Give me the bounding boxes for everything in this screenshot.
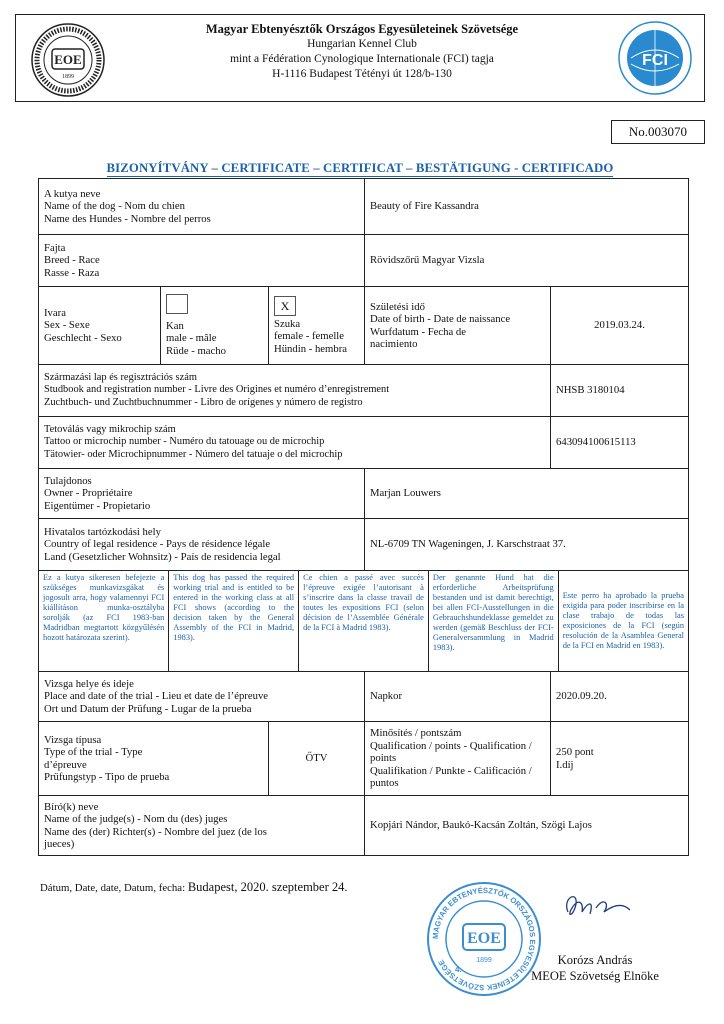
tattoo-value: 643094100615113	[551, 417, 689, 469]
svg-text:EOE: EOE	[467, 930, 501, 947]
tattoo-label: Tetoválás vagy mikrochip szám Tattoo or microchip number - Numéro du tatouage ou de microchip Tätowier- oder Microchipnummer - Número del tatuaje o del microchip	[39, 417, 551, 469]
trial-date-value: 2020.09.20.	[551, 672, 689, 722]
dob-label: Születési idő Date of birth - Date de naissance Wurfdatum - Fecha de nacimiento	[365, 287, 551, 365]
row-statements	[39, 571, 689, 672]
trial-place-label: Vizsga helye és ideje Place and date of the trial - Lieu et date de l’épreuve Ort und Datum der Prüfung - Lugar de la prueba	[39, 672, 365, 722]
meoe-logo-icon	[30, 22, 106, 98]
sex-label: Ivara Sex - Sexe Geschlecht - Sexo	[39, 287, 161, 365]
statement-fr: Ce chien a passé avec succès l’épreuve exigée l’autorisant à s’inscrire dans la classe travail de toutes les expositions FCI (selon décision de l’Assemblée Générale de la FCI à Madrid 1983).	[299, 571, 429, 671]
org-line2: Hungarian Kennel Club	[307, 38, 417, 50]
row-sex	[39, 287, 689, 365]
statement-en: This dog has passed the required working trial and is entitled to be entered in the working class at all FCI shows (according to the decision taken by the General Assembly of the FCI in Madrid, 1983).	[169, 571, 299, 671]
row-residence	[39, 519, 689, 571]
judges-value: Kopjári Nándor, Baukó-Kacsán Zoltán, Szögi Lajos	[365, 796, 689, 856]
org-name: Magyar Ebtenyésztők Országos Egyesületeinek Szövetsége	[205, 22, 519, 36]
statement-de: Der genannte Hund hat die erforderliche Arbeitsprüfung bestanden und ist damit berechtigt, bei allen FCI-Ausstellungen in die Gebrauchshundeklasse gemeldet zu werden (gemäß Beschluss der FCI-Generalversammlung in Madrid 1983).	[428, 571, 558, 671]
sex-male-cell: Kan male - mâle Rüde - macho	[161, 287, 269, 365]
svg-text:1899: 1899	[476, 957, 492, 964]
row-trial-type	[39, 722, 689, 796]
signature-icon	[560, 888, 640, 928]
trial-place-value: Napkor	[365, 672, 551, 722]
svg-text:EOE: EOE	[54, 52, 82, 67]
row-trial-place	[39, 672, 689, 722]
signer-name: Korózs András	[557, 953, 633, 967]
qualification-value	[551, 722, 689, 796]
male-checkbox	[166, 294, 188, 314]
qualification-label: Minősítés / pontszám Qualification / points - Qualification / points Qualifikation / Punkte - Calificación / puntos	[365, 722, 551, 796]
row-dog-name	[39, 179, 689, 235]
certificate-title: BIZONYÍTVÁNY – CERTIFICATE – CERTIFICAT – BESTÄTIGUNG - CERTIFICADO	[106, 161, 614, 175]
female-checkbox: X	[274, 296, 296, 316]
breed-label: Fajta Breed - Race Rasse - Raza	[39, 235, 365, 287]
svg-text:FCI: FCI	[642, 52, 668, 69]
row-judges	[39, 796, 689, 856]
row-owner	[39, 469, 689, 519]
document-number: No.003070	[611, 120, 705, 144]
judges-label: Bíró(k) neve Name of the judge(s) - Nom du (des) juges Name des (der) Richter(s) - Nombre del juez (de los jueces)	[39, 796, 365, 856]
trial-type-label: Vizsga típusa Type of the trial - Type d’épreuve Prüfungstyp - Tipo de prueba	[39, 722, 269, 796]
grade-value: I.díj	[556, 758, 574, 771]
residence-value: NL-6709 TN Wageningen, J. Karschstraat 37.	[365, 519, 689, 571]
trial-type-value: ŐTV	[269, 722, 365, 796]
row-tattoo	[39, 417, 689, 469]
breed-value: Rövidszőrű Magyar Vizsla	[365, 235, 689, 287]
org-address: H-1116 Budapest Tétényi út 128/b-130	[272, 68, 452, 80]
owner-value: Marjan Louwers	[365, 469, 689, 519]
statement-hu: Ez a kutya sikeresen befejezte a szükséges munkavizsgákat és jogosult arra, hogy valamennyi FCI kiállításon munka-osztályba sorolják (az FCI 1983-ban Madridban megtartott közgyűlésén hozott határozata szerint).	[39, 571, 169, 671]
issue-date-label: Dátum, Date, date, Datum, fecha:	[40, 882, 186, 894]
org-line3: mint a Fédération Cynologique Internationale (FCI) tagja	[230, 53, 494, 65]
signer-title: MEOE Szövetség Elnöke	[531, 969, 659, 983]
svg-text:1899: 1899	[62, 74, 74, 80]
dob-value: 2019.03.24.	[551, 287, 689, 365]
row-breed	[39, 235, 689, 287]
points-value: 250 pont	[556, 746, 594, 758]
row-studbook	[39, 365, 689, 417]
studbook-label: Származási lap és regisztrációs szám Studbook and registration number - Livre des Origines et numéro d’enregistrement Zuchtbuch- und Zuchtbuchnummer - Libro de orígenes y número de registro	[39, 365, 551, 417]
dog-name-label: A kutya neve Name of the dog - Nom du chien Name des Hundes - Nombre del perros	[39, 179, 365, 235]
sex-female-cell: X Szuka female - femelle Hündin - hembra	[269, 287, 365, 365]
residence-label: Hivatalos tartózkodási hely Country of legal residence - Pays de résidence légale Land (Gesetzlicher Wohnsitz) - País de residencia legal	[39, 519, 365, 571]
studbook-value: NHSB 3180104	[551, 365, 689, 417]
svg-text:MAGYAR EBTENYÉSZTŐK ORSZÁGOS E: MAGYAR EBTENYÉSZTŐK ORSZÁGOS EGYESÜLETEINEK SZÖVETSÉGE	[430, 885, 538, 993]
header-text	[140, 22, 584, 82]
issue-date-value: Budapest, 2020. szeptember 24.	[187, 880, 348, 894]
certificate-table	[38, 178, 689, 856]
statement-es: Este perro ha aprobado la prueba exigida para poder inscribirse en la clase trabajo de todas las exposiciones de la FCI (según resolución de la Asamblea General de la FCI en Madrid en 1983).	[562, 591, 685, 650]
dog-name-value: Beauty of Fire Kassandra	[365, 179, 689, 235]
owner-label: Tulajdonos Owner - Propriétaire Eigentümer - Propietario	[39, 469, 365, 519]
issue-date-line	[40, 880, 348, 895]
fci-logo-icon	[617, 20, 693, 96]
svg-text:4.: 4.	[455, 965, 462, 974]
signer-block	[510, 952, 680, 984]
